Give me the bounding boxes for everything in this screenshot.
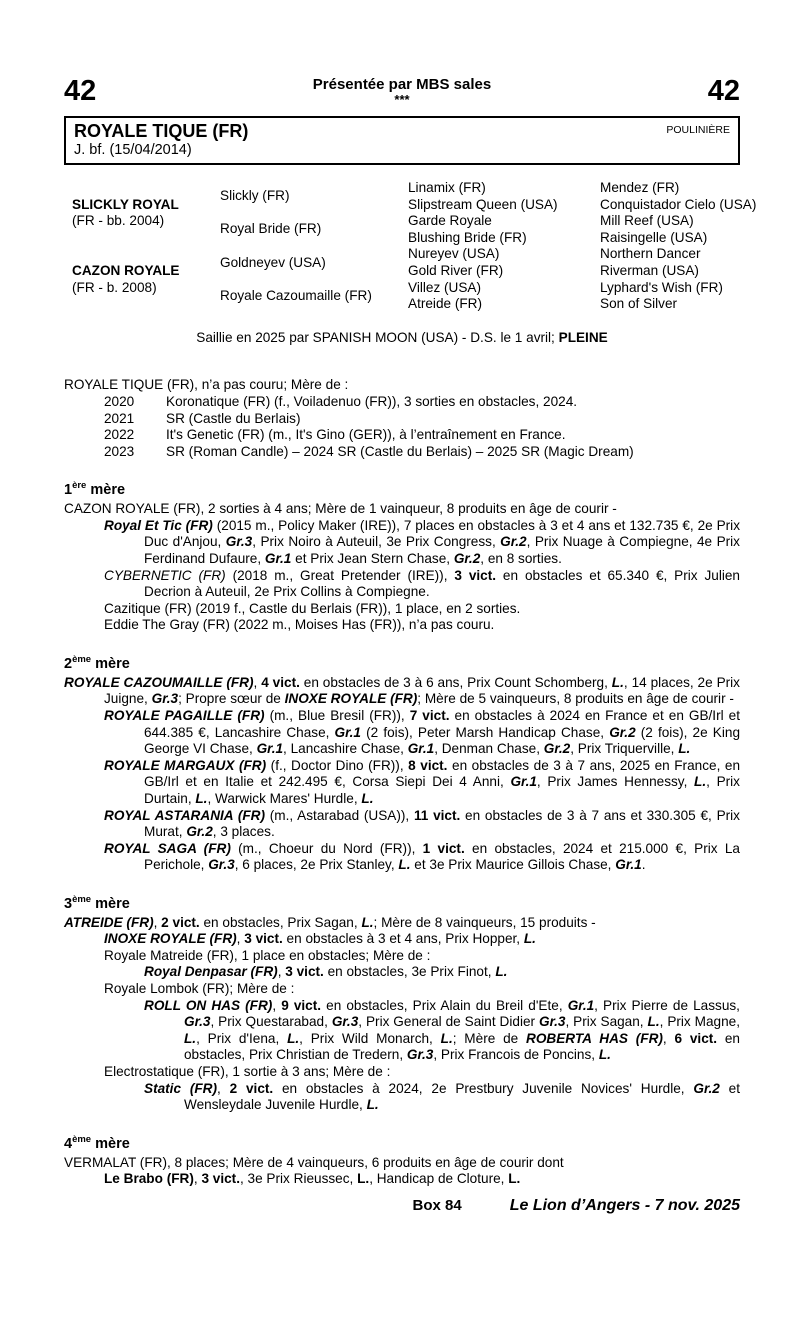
- pedigree-col-greatgrandparents: [408, 180, 600, 313]
- pedigree-paragraph: INOXE ROYALE (FR), 3 vict. en obstacles à 3 et 4 ans, Prix Hopper, L.: [104, 931, 536, 947]
- pedigree-col-greatgreatgrandparents: [600, 180, 757, 313]
- produce-text: SR (Castle du Berlais): [166, 410, 301, 426]
- produce-row: [64, 427, 740, 444]
- horse-name: ROYALE TIQUE (FR): [74, 121, 249, 141]
- pedigree-cell: Atreide (FR): [408, 296, 483, 312]
- pedigree-cell: Son of Silver: [600, 296, 678, 312]
- pedigree-paragraph: Cazitique (FR) (2019 f., Castle du Berlais (FR)), 1 place, en 2 sorties.: [104, 600, 521, 616]
- produce-row: [64, 411, 740, 428]
- pedigree-cell: Northern Dancer: [600, 246, 701, 262]
- pedigree-cell: Mendez (FR): [600, 180, 680, 195]
- produce-year: 2023: [104, 443, 135, 459]
- pedigree-paragraph: ROYALE CAZOUMAILLE (FR), 4 vict. en obstacles de 3 à 6 ans, Prix Count Schomberg, L., 14 places, 2e Prix Juigne, Gr.3; Propre sœur de INOXE ROYALE (FR); Mère de 5 vainqueurs, 8 produits en âge de courir -: [64, 674, 740, 707]
- pedigree-paragraph: Royale Matreide (FR), 1 place en obstacles; Mère de :: [104, 947, 431, 963]
- lot-title-box: [64, 116, 740, 165]
- produce-text: SR (Roman Candle) – 2024 SR (Castle du Berlais) – 2025 SR (Magic Dream): [166, 443, 634, 459]
- pedigree-paragraph: CYBERNETIC (FR) (2018 m., Great Pretender (IRE)), 3 vict. en obstacles et 65.340 €, Prix Julien Decrion à Auteuil, 2e Prix Collins à Compiegne.: [104, 567, 740, 600]
- section-heading: 3ème mère: [64, 893, 130, 912]
- produce-row: [64, 394, 740, 411]
- pedigree-col-parents: [72, 180, 220, 313]
- pedigree-paragraph: Electrostatique (FR), 1 sortie à 3 ans; Mère de :: [104, 1064, 391, 1080]
- pedigree-col-grandparents: [220, 180, 408, 313]
- pedigree-cell: Blushing Bride (FR): [408, 229, 527, 245]
- pedigree-cell: Garde Royale: [408, 213, 492, 229]
- lot-number-right: 42: [707, 75, 740, 107]
- category-label: POULINIÈRE: [666, 124, 730, 136]
- pedigree-paragraph: ATREIDE (FR), 2 vict. en obstacles, Prix Sagan, L.; Mère de 8 vainqueurs, 15 produits -: [64, 914, 596, 930]
- pedigree-sire-cell: [72, 180, 220, 246]
- produce-row: [64, 444, 740, 461]
- pedigree-paragraph: Le Brabo (FR), 3 vict., 3e Prix Rieussec, L., Handicap de Cloture, L.: [104, 1171, 521, 1187]
- sale-location-date: Le Lion d’Angers - 7 nov. 2025: [509, 1196, 740, 1214]
- pedigree-cell: Royal Bride (FR): [220, 221, 322, 237]
- pedigree-paragraph: ROYALE PAGAILLE (FR) (m., Blue Bresil (FR)), 7 vict. en obstacles à 2024 en France et en GB/Irl et 644.385 €, Lancashire Chase, Gr.1 (2 fois), Peter Marsh Handicap Chase, Gr.2 (2 fois), 2e King George VI Chase, Gr.1, Lancashire Chase, Gr.1, Denman Chase, Gr.2, Prix Triquerville, L.: [104, 707, 741, 757]
- pedigree-cell: Goldneyev (USA): [220, 254, 326, 270]
- produce-text: It's Genetic (FR) (m., It's Gino (GER)), à l’entraînement en France.: [166, 427, 566, 443]
- pedigree-paragraph: Royal Et Tic (FR) (2015 m., Policy Maker (IRE)), 7 places en obstacles à 3 et 4 ans et 132.735 €, 2e Prix Duc d'Anjou, Gr.3, Prix Noiro à Auteuil, 3e Prix Congress, Gr.2, Prix Nuage à Compiegne, 4e Prix Ferdinand Dufaure, Gr.1 et Prix Jean Stern Chase, Gr.2, en 8 sorties.: [104, 517, 740, 566]
- presenter-title: Présentée par MBS sales: [312, 76, 492, 93]
- produce-year: 2022: [104, 427, 135, 443]
- pedigree-paragraph: VERMALAT (FR), 8 places; Mère de 4 vainqueurs, 6 produits en âge de courir dont: [64, 1154, 564, 1170]
- produce-record: [64, 377, 740, 460]
- presenter-block: [174, 76, 630, 105]
- pedigree-paragraph: ROYALE MARGAUX (FR) (f., Doctor Dino (FR)), 8 vict. en obstacles de 3 à 7 ans, 2025 en France, en GB/Irl et en Italie et 242.495 €, Corsa Siepi Dei 4 Anni, Gr.1, Prix James Hennessy, L., Prix Durtain, L., Warwick Mares' Hurdle, L.: [104, 757, 740, 806]
- pedigree-paragraph: ROLL ON HAS (FR), 9 vict. en obstacles, Prix Alain du Breil d'Ete, Gr.1, Prix Pierre de Lassus, Gr.3, Prix Questarabad, Gr.3, Prix General de Saint Didier Gr.3, Prix Sagan, L., Prix Magne, L., Prix d'Iena, L., Prix Wild Monarch, L.; Mère de ROBERTA HAS (FR), 6 vict. en obstacles, Prix Christian de Tredern, Gr.3, Prix Francois de Poncins, L.: [144, 997, 740, 1063]
- pedigree-table: [72, 180, 757, 313]
- pedigree-cell: Royale Cazoumaille (FR): [220, 287, 372, 303]
- section-fourth-dam: [64, 1130, 740, 1188]
- page-footer: [64, 1198, 740, 1215]
- page-header: [64, 76, 740, 106]
- pedigree-paragraph: CAZON ROYALE (FR), 2 sorties à 4 ans; Mère de 1 vainqueur, 8 produits en âge de courir -: [64, 501, 617, 517]
- section-heading: 2ème mère: [64, 653, 130, 672]
- sire-name: SLICKLY ROYAL: [72, 196, 179, 212]
- produce-year: 2021: [104, 410, 135, 426]
- pedigree-cell: Conquistador Cielo (USA): [600, 196, 757, 212]
- pedigree-paragraph: Static (FR), 2 vict. en obstacles à 2024, 2e Prestbury Juvenile Novices' Hurdle, Gr.2 et Wensleydale Juvenile Hurdle, L.: [144, 1080, 740, 1113]
- box-number: Box 84: [412, 1196, 462, 1214]
- pedigree-paragraph: ROYAL ASTARANIA (FR) (m., Astarabad (USA)), 11 vict. en obstacles de 3 à 7 ans et 330.305 €, Prix Murat, Gr.2, 3 places.: [104, 807, 740, 840]
- pedigree-cell: Linamix (FR): [408, 180, 486, 195]
- produce-year: 2020: [104, 393, 135, 409]
- stars-separator: ***: [394, 92, 410, 107]
- pedigree-dam-cell: [72, 246, 220, 312]
- produce-text: Koronatique (FR) (f., Voiladenuo (FR)), 3 sorties en obstacles, 2024.: [166, 393, 578, 409]
- pedigree-cell: Raisingelle (USA): [600, 229, 708, 245]
- pedigree-cell: Riverman (USA): [600, 262, 699, 278]
- pedigree-cell: Lyphard's Wish (FR): [600, 279, 723, 295]
- pedigree-cell: Slipstream Queen (USA): [408, 196, 558, 212]
- lot-number-left: 42: [64, 75, 97, 107]
- section-third-dam: [64, 890, 740, 1114]
- section-heading: 4ème mère: [64, 1133, 130, 1152]
- pedigree-paragraph: Eddie The Gray (FR) (2022 m., Moises Has (FR)), n’a pas couru.: [104, 617, 495, 633]
- pedigree-cell: Slickly (FR): [220, 188, 290, 204]
- section-heading: 1ère mère: [64, 480, 126, 499]
- section-second-dam: [64, 650, 740, 874]
- pedigree-paragraph: ROYAL SAGA (FR) (m., Choeur du Nord (FR)), 1 vict. en obstacles, 2024 et 215.000 €, Prix La Perichole, Gr.3, 6 places, 2e Prix Stanley, L. et 3e Prix Maurice Gillois Chase, Gr.1.: [104, 840, 740, 873]
- pedigree-paragraph: Royale Lombok (FR); Mère de :: [104, 981, 295, 997]
- horse-details: J. bf. (15/04/2014): [74, 142, 192, 158]
- pedigree-cell: Villez (USA): [408, 279, 482, 295]
- dam-sub: (FR - b. 2008): [72, 279, 157, 295]
- sire-sub: (FR - bb. 2004): [72, 213, 165, 229]
- covering-line: Saillie en 2025 par SPANISH MOON (USA) - D.S. le 1 avril; PLEINE: [196, 329, 608, 345]
- pedigree-paragraph: Royal Denpasar (FR), 3 vict. en obstacles, 3e Prix Finot, L.: [144, 964, 508, 980]
- dam-name: CAZON ROYALE: [72, 262, 180, 278]
- section-first-dam: [64, 476, 740, 634]
- pedigree-cell: Gold River (FR): [408, 262, 504, 278]
- produce-intro: ROYALE TIQUE (FR), n’a pas couru; Mère de :: [64, 377, 349, 393]
- pedigree-cell: Nureyev (USA): [408, 246, 500, 262]
- pedigree-cell: Mill Reef (USA): [600, 213, 694, 229]
